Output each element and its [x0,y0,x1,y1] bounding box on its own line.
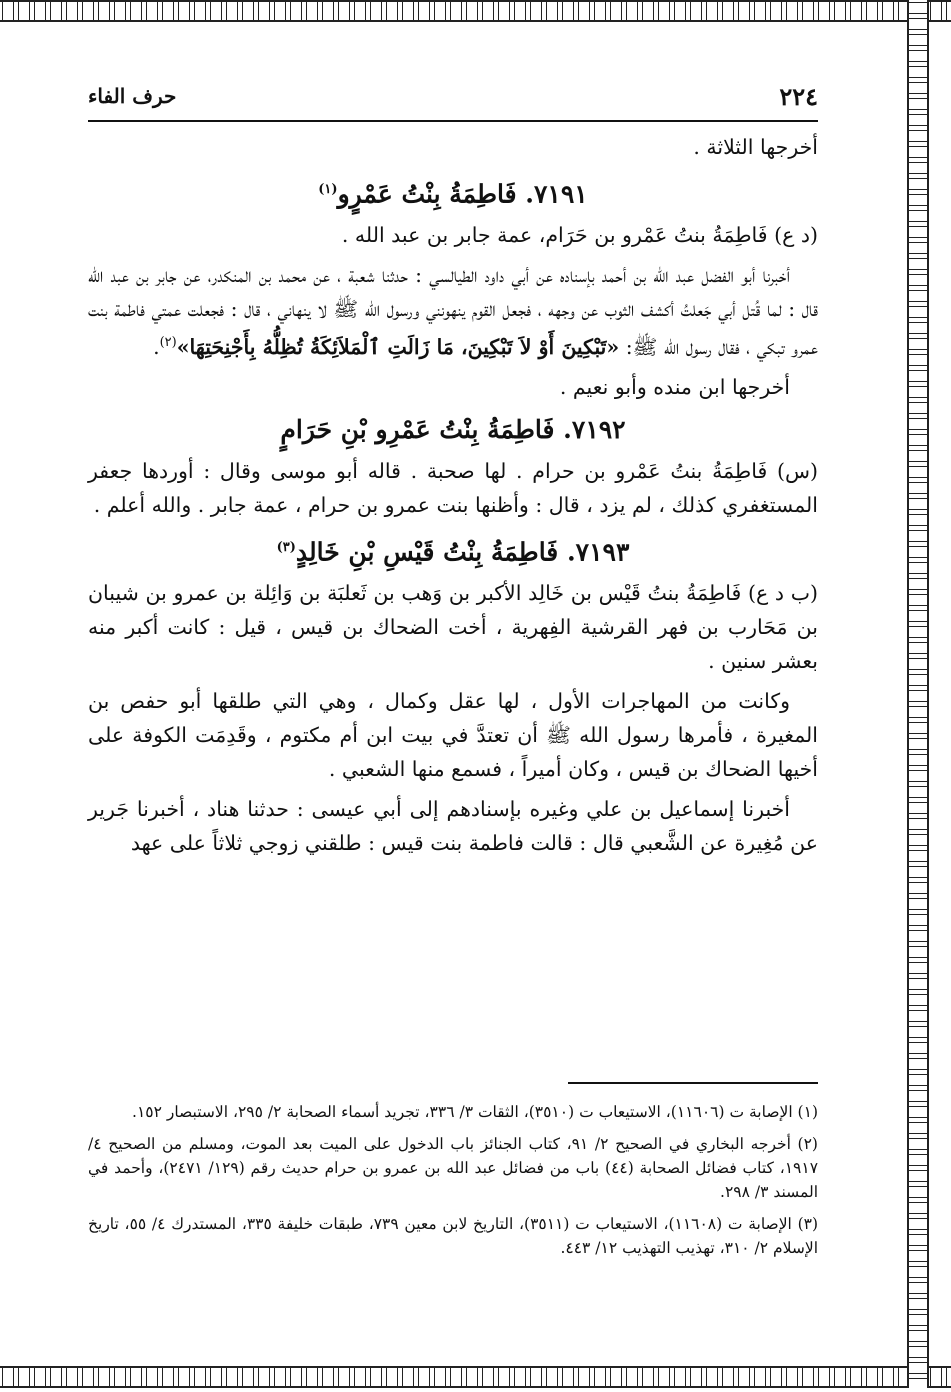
paragraph: (ب د ع) فَاطِمَةُ بنتُ قَيْس بن خَالِد الأكبر بن وَهب بن ثَعلبَة بن وَائِلة بن عمرو بن شيبان بن مَحَارب بن فهر القرشية الفِهرية ، أخت الضحاك بن قيس ، قيل : كانت أكبر منه بعشر سنين . [88,581,818,674]
running-head: حرف الفاء [88,84,177,108]
paragraph [88,258,818,364]
paragraph: (س) فَاطِمَةُ بنتُ عَمْرو بن حرام . لها صحبة . قاله أبو موسى وقال : أوردها جعفر المستغفري كذلك ، لم يزد ، قال : وأظنها بنت عمرو بن حرام ، عمة جابر . والله أعلم . [88,459,818,518]
entry-title-text: ٧١٩١. فَاطِمَةُ بِنْتُ عَمْرٍو [337,179,588,209]
hadith-quote: «تَبْكِينَ أَوْ لاَ تَبْكِينَ، مَا زَالَتِ ٱلْمَلاَئِكَةُ تُظِلُّهُ بِأَجْنِحَتِهَا» [176,335,620,360]
page-border-bottom [0,1366,951,1388]
book-page [88,78,818,1358]
main-text [88,130,818,1130]
paragraph: وكانت من المهاجرات الأول ، لها عقل وكمال ، وهي التي طلقها أبو حفص بن المغيرة ، فأمرها رسول الله ﷺ أن تعتدَّ في بيت ابن أم مكتوم ، وقَدِمَت الكوفة على أخيها الضحاك بن قيس ، وكان أميراً ، فسمع منها الشعبي . [88,689,818,782]
footnotes [88,1100,818,1268]
paragraph-end: . [153,335,160,360]
page-border-right [907,0,929,1388]
footnote: (٣) الإصابة ت (١١٦٠٨)، الاستيعاب ت (٣٥١١)، التاريخ لابن معين ٧٣٩، طبقات خليفة ٣٣٥، المستدرك ٤/ ٥٥، تاريخ الإسلام ٢/ ٣١٠، تهذيب التهذيب ١٢/ ٤٤٣. [88,1215,819,1257]
paragraph: أخرجها ابن منده وأبو نعيم . [559,375,790,400]
entry-title [88,410,818,450]
paragraph: (د ع) فَاطِمَةُ بنتُ عَمْرو بن حَرَام، عمة جابر بن عبد الله . [341,223,818,248]
page-number: ٢٢٤ [779,82,818,111]
paragraph: أخرجها الثلاثة . [693,135,818,159]
footnote-ref: (٣) [276,540,296,556]
footnote-ref: (٢) [159,335,177,351]
footnote: (٢) أخرجه البخاري في الصحيح ٢/ ٩١، كتاب الجنائز باب الدخول على الميت بعد الموت، ومسلم من الصحيح ٤/ ١٩١٧، كتاب فضائل الصحابة (٤٤) باب من فضائل عبد الله بن عمرو بن حرام حديث رقم (١٢٩/ ٢٤٧١)، وأحمد في المسند ٣/ ٢٩٨. [88,1135,819,1201]
entry-title-text: ٧١٩٣. فَاطِمَةُ بِنْتُ قَيْسِ بْنِ خَالِدٍ [295,537,630,567]
paragraph: أخبرنا إسماعيل بن علي وغيره بإسنادهم إلى أبي عيسى : حدثنا هناد ، أخبرنا جَرير عن مُغِيرة عن الشَّعبي قال : قالت فاطمة بنت قيس : طلقني زوجي ثلاثاً على عهد [88,797,818,856]
page-border-top [0,0,951,22]
footnote-ref: (١) [318,182,338,197]
narration-text: أخبرنا أبو الفضل عبد الله بن أحمد بإسناده عن أبي داود الطيالسي : حدثنا شعبة ، عن محمد بن المنكدر، عن جابر بن عبد الله قال : لما قُتل أبي جَعلتُ أكشف الثوب عن وجهه ، فجعل القوم ينهونني ورسول الله ﷺ لا ينهاني ، قال : فجعلت عمتي فاطمة بنت عمرو تبكي ، فقال رسول الله ﷺ: [88,263,818,360]
page-header [88,78,818,122]
entry-title-text: ٧١٩٢. فَاطِمَةُ بِنْتُ عَمْرِو بْنِ حَرَامٍ [280,415,626,445]
footnote-divider [568,1082,818,1084]
entry-title [88,170,818,214]
footnote: (١) الإصابة ت (١١٦٠٦)، الاستيعاب ت (٣٥١٠)، الثقات ٣/ ٣٣٦، تجريد أسماء الصحابة ٢/ ٢٩٥، الاستبصار ١٥٢. [132,1103,818,1121]
entry-title [88,528,818,572]
